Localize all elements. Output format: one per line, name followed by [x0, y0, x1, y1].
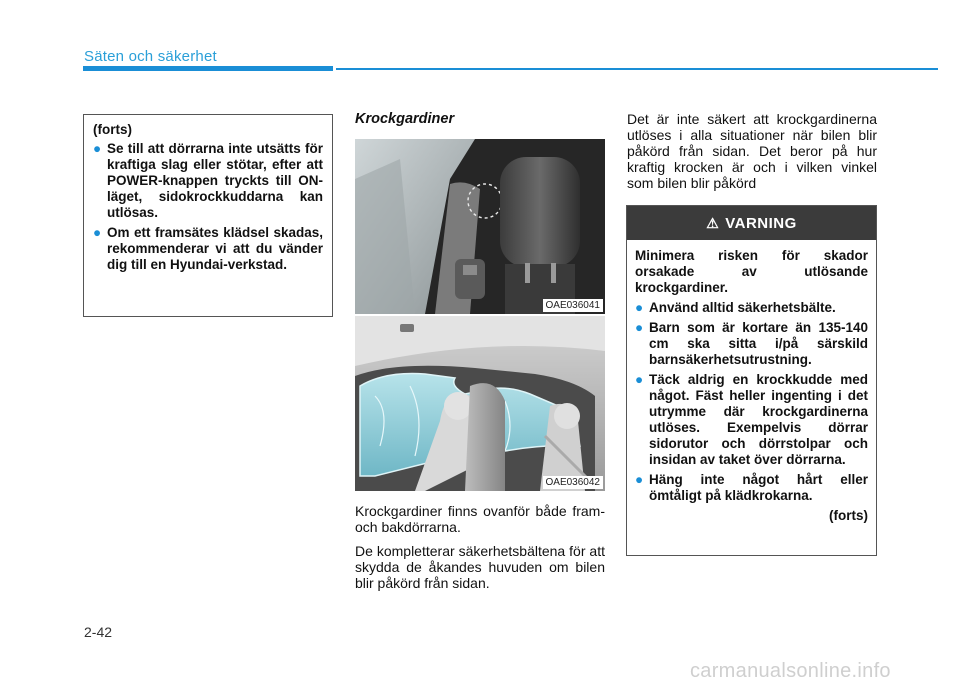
image-code: OAE036041	[543, 299, 604, 312]
bullet-icon: ●	[93, 225, 102, 240]
list-item-text: Om ett framsätes klädsel skadas, rekommenderar vi att du vänder dig till en Hyundai-verkstad.	[107, 225, 323, 272]
header-rule-thin	[336, 68, 938, 70]
section-title: Säten och säkerhet	[84, 48, 217, 65]
bullet-icon: ●	[635, 372, 644, 387]
warning-header	[627, 206, 876, 240]
watermark: carmanualsonline.info	[690, 660, 891, 682]
list-item-text: Häng inte något hårt eller ömtåligt på klädkrokarna.	[649, 472, 868, 503]
list-item	[635, 372, 868, 468]
heading-krockgardiner: Krockgardiner	[355, 111, 455, 127]
bullet-icon: ●	[635, 300, 644, 315]
list-item	[635, 472, 868, 504]
caution-list	[93, 141, 323, 273]
continued-caution-box	[83, 114, 333, 317]
continued-footer: (forts)	[829, 508, 868, 523]
list-item	[93, 141, 323, 221]
headrest-illustration	[355, 139, 605, 314]
warning-title: VARNING	[725, 214, 797, 232]
list-item	[93, 225, 323, 273]
list-item	[635, 300, 868, 316]
bullet-icon: ●	[635, 472, 644, 487]
list-item-text: Täck aldrig en krockkudde med något. Fäst heller ingenting i det utrymme där krockgardinerna utlöses. Exempelvis dörrar sidorutor och dörrstolpar och insidan av taket över dörrarna.	[649, 372, 868, 467]
headrest-photo	[355, 139, 605, 314]
warning-list	[635, 300, 868, 504]
paragraph: Krockgardiner finns ovanför både fram- och bakdörrarna.	[355, 503, 605, 535]
bullet-icon: ●	[93, 141, 102, 156]
curtain-airbag-photo	[355, 316, 605, 491]
list-item	[635, 320, 868, 368]
bullet-icon: ●	[635, 320, 644, 335]
continued-label: (forts)	[93, 122, 132, 137]
warning-body	[627, 240, 876, 523]
page-number: 2-42	[84, 624, 113, 640]
paragraph: Det är inte säkert att krockgardinerna utlöses i alla situationer när bilen blir påkörd från sidan. Det beror på hur kraftig krocken är och i vilken vinkel som bilen blir påkörd	[627, 111, 877, 191]
warning-triangle-icon: ⚠	[706, 214, 720, 231]
header-rule-thick	[83, 66, 333, 71]
curtain-airbag-illustration	[355, 316, 605, 491]
list-item-text: Se till att dörrarna inte utsätts för kraftiga slag eller stötar, efter att POWER-knappen tryckts till ON-läget, sidokrockkuddarna kan utlösas.	[107, 141, 323, 220]
image-code: OAE036042	[543, 476, 604, 489]
paragraph: De kompletterar säkerhetsbältena för att skydda de åkandes huvuden om bilen blir påkörd från sidan.	[355, 543, 605, 591]
list-item-text: Barn som är kortare än 135-140 cm ska sitta i/på särskild barnsäkerhetsutrustning.	[649, 320, 868, 367]
list-item-text: Använd alltid säkerhetsbälte.	[649, 300, 836, 315]
warning-intro: Minimera risken för skador orsakade av utlösande krockgardiner.	[635, 248, 868, 295]
warning-box	[626, 205, 877, 556]
